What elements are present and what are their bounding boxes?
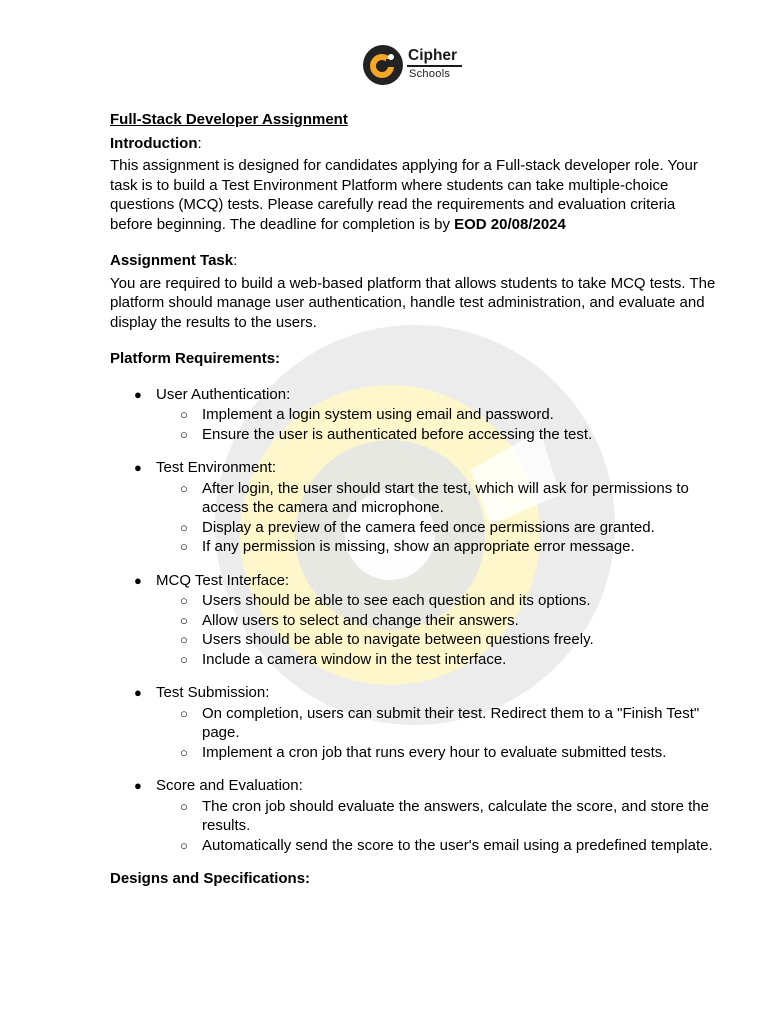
requirement-sublist [156,405,720,444]
designs-heading: Designs and Specifications: [110,870,311,887]
bullet-icon: ● [134,685,142,700]
requirement-subitem [156,425,720,445]
requirement-subitem-text: If any permission is missing, show an appropriate error message. [202,538,635,555]
requirement-label: MCQ Test Interface: [156,571,290,589]
circle-bullet-icon: ○ [180,407,188,422]
document-title: Full-Stack Developer Assignment [110,111,348,128]
requirement-item [110,683,720,762]
deadline: EOD 20/08/2024 [454,215,566,233]
circle-bullet-icon: ○ [180,798,188,814]
requirement-subitem [156,743,720,763]
requirement-item [110,385,720,445]
requirement-subitem-text: On completion, users can submit their test. Redirect them to a "Finish Test" page. [202,704,700,741]
requirement-subitem [156,630,720,650]
requirement-label: Score and Evaluation: [156,777,303,794]
circle-bullet-icon: ○ [180,705,188,721]
cipher-logo-icon [362,44,404,86]
requirement-subitem-text: Users should be able to see each question and its options. [202,592,591,609]
intro-heading: Introduction: [110,134,202,152]
circle-bullet-icon: ○ [180,744,188,760]
circle-bullet-icon: ○ [180,612,188,628]
cipher-schools-logo [362,44,466,86]
circle-bullet-icon: ○ [180,539,188,554]
requirement-subitem-text: The cron job should evaluate the answers, calculate the score, and store the results. [202,797,709,834]
requirement-subitem [156,479,720,518]
requirement-item [110,571,720,670]
requirement-subitem-text: Display a preview of the camera feed once permissions are granted. [202,518,655,536]
circle-bullet-icon: ○ [180,837,188,853]
requirement-subitem [156,537,720,557]
bullet-icon: ● [134,386,142,402]
circle-bullet-icon: ○ [180,519,188,535]
bullet-icon: ● [134,460,142,475]
document-body [110,110,720,889]
requirement-item [110,776,720,855]
requirement-item [110,458,720,557]
bullet-icon: ● [134,778,142,793]
requirement-subitem [156,650,720,670]
requirement-subitem-text: After login, the user should start the test, which will ask for permissions to access the camera and microphone. [202,479,689,516]
requirement-sublist [156,704,720,763]
task-heading: Assignment Task: [110,252,238,269]
requirements-heading: Platform Requirements: [110,350,281,367]
requirement-subitem [156,797,720,836]
logo-text-cipher: Cipher [408,47,458,64]
requirement-subitem-text: Ensure the user is authenticated before accessing the test. [202,425,593,443]
circle-bullet-icon: ○ [180,651,188,667]
requirement-subitem-text: Implement a login system using email and password. [202,406,554,423]
logo-text-schools: Schools [409,68,451,80]
requirement-subitem [156,405,720,425]
requirement-subitem [156,704,720,743]
requirement-label: Test Environment: [156,459,277,476]
requirements-list [110,385,720,856]
requirement-label: Test Submission: [156,684,270,701]
circle-bullet-icon: ○ [180,593,188,608]
requirement-subitem [156,518,720,538]
requirement-subitem [156,611,720,631]
requirement-sublist [156,797,720,856]
circle-bullet-icon: ○ [180,426,188,442]
intro-paragraph: This assignment is designed for candidates applying for a Full-stack developer role. Your task is to build a Test Environment Platform where students can take multiple-choice questions (MCQ) tests. Please carefully read the requirements and evaluation criteria before beginning. The deadline for completion is by EOD 20/08/2024 [110,157,698,233]
circle-bullet-icon: ○ [180,632,188,647]
bullet-icon: ● [134,572,142,588]
requirement-label: User Authentication: [156,385,291,403]
requirement-sublist [156,591,720,669]
logo-divider [407,65,462,67]
requirement-subitem-text: Allow users to select and change their answers. [202,611,519,629]
requirement-subitem [156,836,720,856]
requirement-subitem-text: Users should be able to navigate between questions freely. [202,631,594,648]
requirement-subitem-text: Automatically send the score to the user's email using a predefined template. [202,836,713,854]
requirement-subitem [156,591,720,611]
requirement-subitem-text: Implement a cron job that runs every hour to evaluate submitted tests. [202,743,667,761]
requirement-subitem-text: Include a camera window in the test interface. [202,650,507,668]
circle-bullet-icon: ○ [180,480,188,496]
requirement-sublist [156,479,720,557]
task-paragraph: You are required to build a web-based platform that allows students to take MCQ tests. The platform should manage user authentication, handle test administration, and evaluate and display the results to the users. [110,274,716,331]
